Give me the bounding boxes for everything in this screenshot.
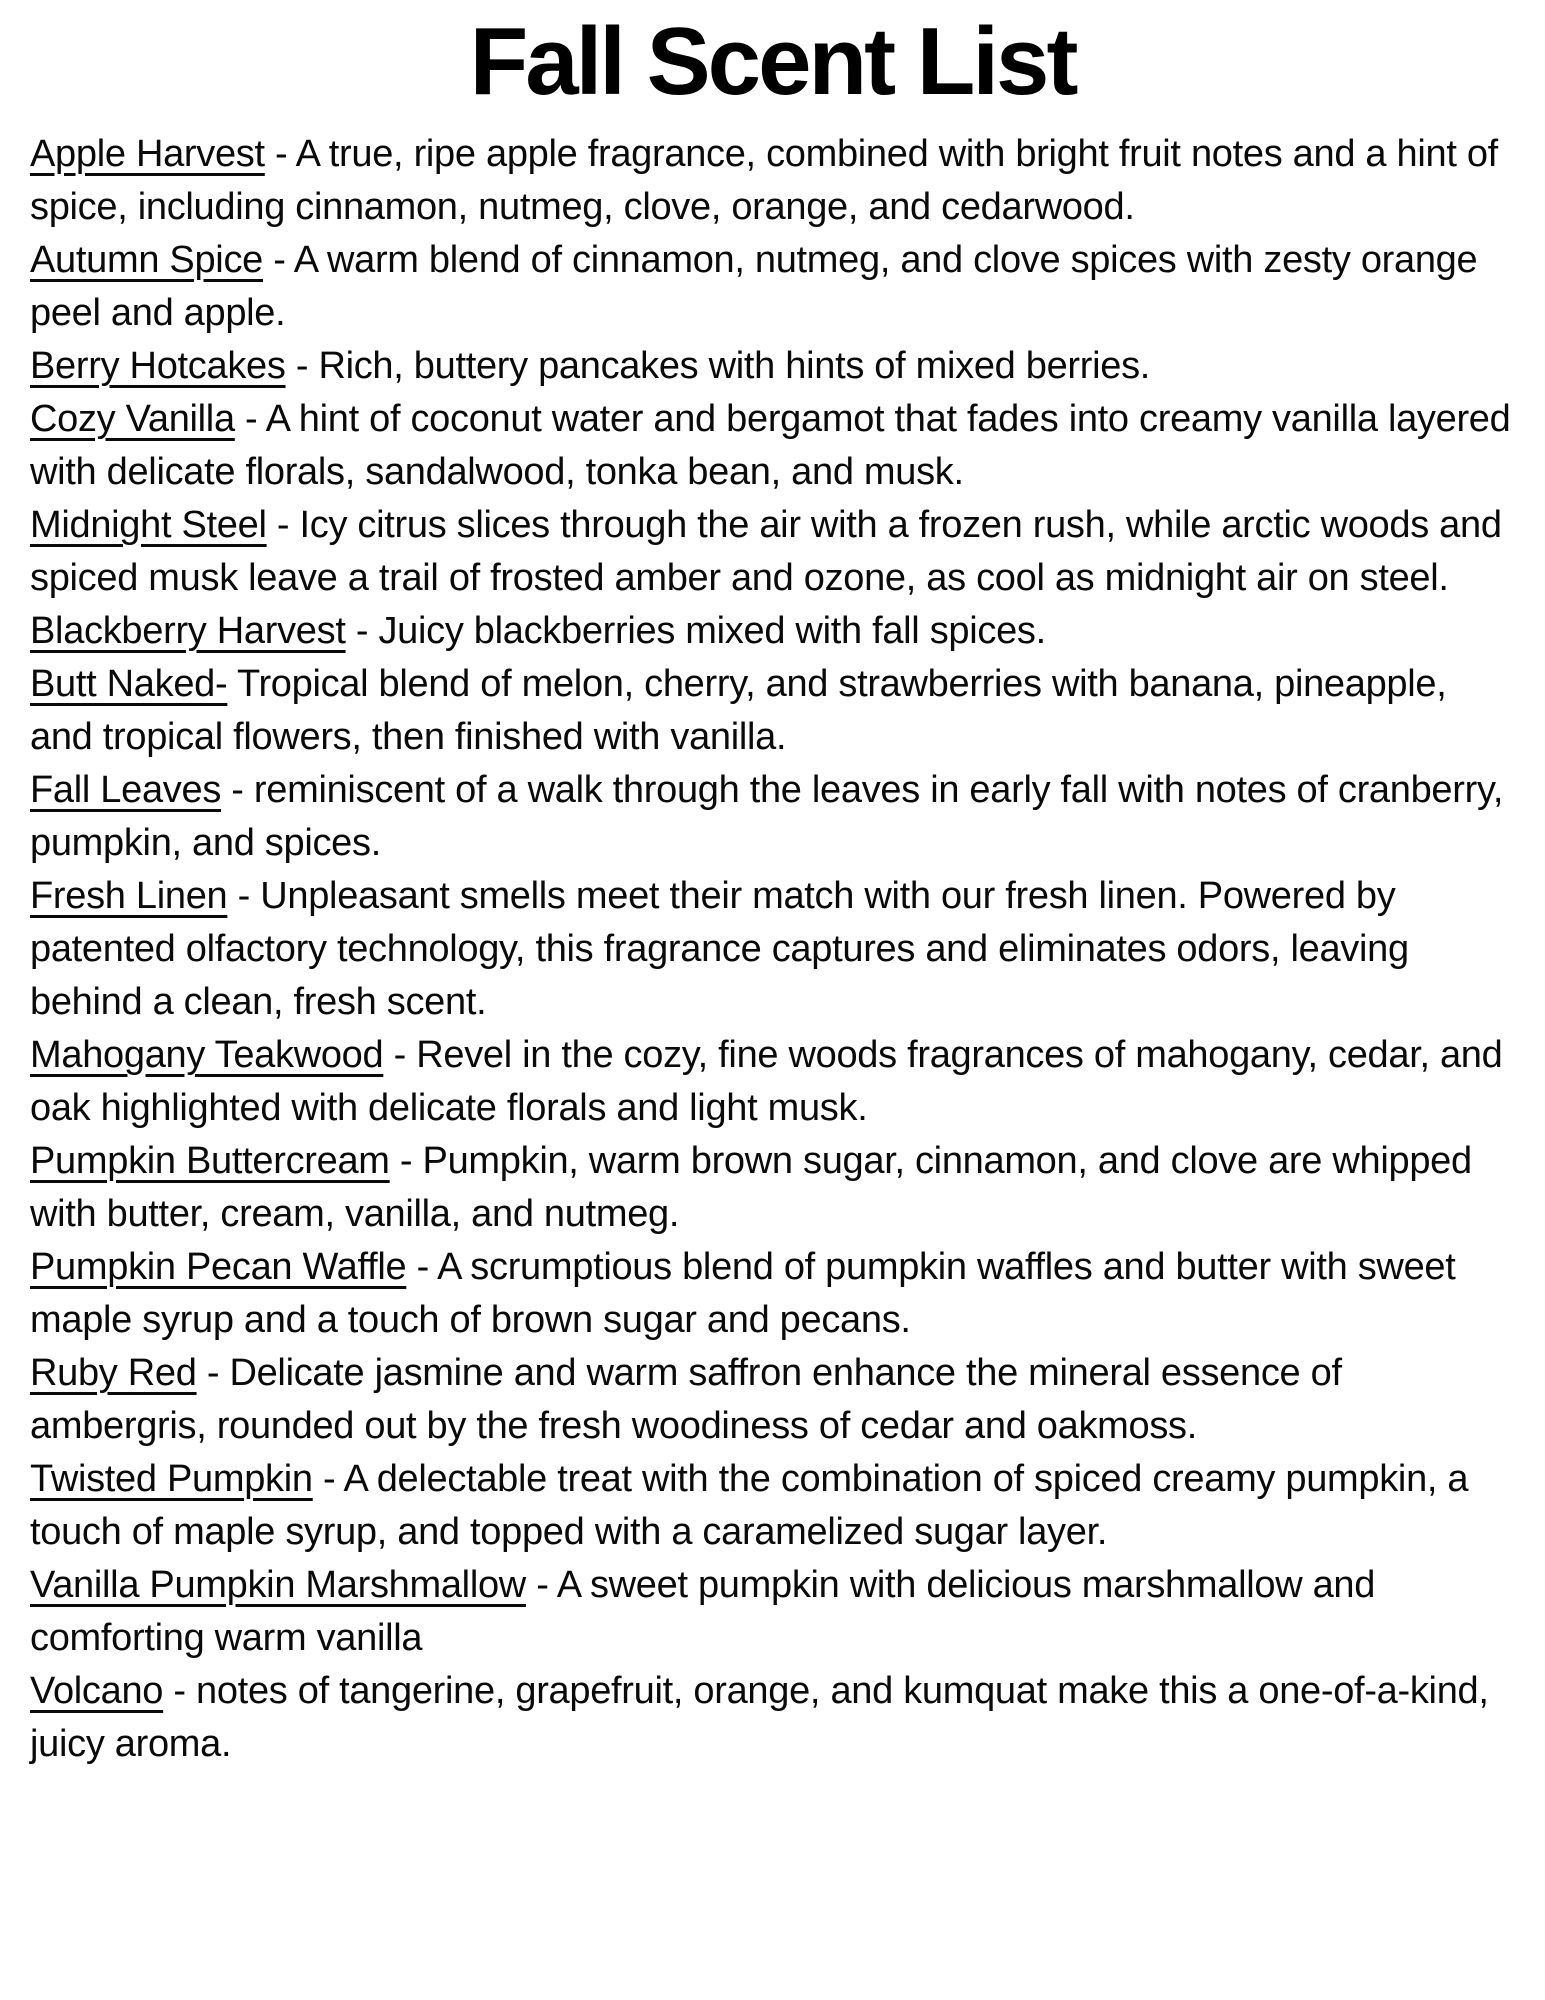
scent-separator: - [345, 610, 379, 652]
scent-description: reminiscent of a walk through the leaves in early fall with notes of cranberry, pumpkin, and spices. [30, 769, 1504, 864]
page-title: Fall Scent List [469, 8, 1076, 115]
scent-name: Vanilla Pumpkin Marshmallow [30, 1564, 526, 1606]
scent-description: notes of tangerine, grapefruit, orange, and kumquat make this a one-of-a-kind, juicy aroma. [30, 1670, 1489, 1765]
scent-name: Butt Naked- [30, 663, 228, 705]
scent-name: Blackberry Harvest [30, 610, 346, 652]
scent-separator [227, 663, 237, 705]
scent-entry-volcano [30, 1665, 1515, 1771]
scent-separator: - [285, 345, 319, 387]
scent-separator: - [389, 1140, 423, 1182]
scent-separator: - [163, 1670, 197, 1712]
scent-separator: - [264, 133, 296, 175]
scent-entry-vanilla-pumpkin-marshmallow [30, 1559, 1515, 1665]
scent-entry-berry-hotcakes [30, 340, 1515, 393]
scent-description: Icy citrus slices through the air with a frozen rush, while arctic woods and spiced musk leave a trail of frosted amber and ozone, as cool as midnight air on steel. [30, 504, 1502, 599]
scent-name: Cozy Vanilla [30, 398, 235, 440]
scent-name: Pumpkin Buttercream [30, 1140, 390, 1182]
scent-description: Delicate jasmine and warm saffron enhance the mineral essence of ambergris, rounded out by the fresh woodiness of cedar and oakmoss. [30, 1352, 1342, 1447]
scent-separator: - [196, 1352, 230, 1394]
scent-description: Juicy blackberries mixed with fall spices. [378, 610, 1046, 652]
scent-name: Volcano [30, 1670, 164, 1712]
scent-entry-autumn-spice [30, 234, 1515, 340]
scent-entry-pumpkin-buttercream [30, 1135, 1515, 1241]
scent-entry-pumpkin-pecan-waffle [30, 1241, 1515, 1347]
scent-description: A delectable treat with the combination of spiced creamy pumpkin, a touch of maple syrup, and topped with a caramelized sugar layer. [30, 1458, 1469, 1553]
scent-entry-midnight-steel [30, 499, 1515, 605]
scent-name: Apple Harvest [30, 133, 265, 175]
scent-list [30, 128, 1515, 1771]
scent-name: Midnight Steel [30, 504, 267, 546]
scent-description: A hint of coconut water and bergamot that fades into creamy vanilla layered with delicate florals, sandalwood, tonka bean, and musk. [30, 398, 1511, 493]
scent-entry-twisted-pumpkin [30, 1453, 1515, 1559]
scent-separator: - [266, 504, 300, 546]
scent-name: Autumn Spice [30, 239, 263, 281]
scent-separator: - [262, 239, 294, 281]
scent-separator: - [227, 875, 261, 917]
scent-description: Revel in the cozy, fine woods fragrances of mahogany, cedar, and oak highlighted with delicate florals and light musk. [30, 1034, 1503, 1129]
scent-description: A warm blend of cinnamon, nutmeg, and clove spices with zesty orange peel and apple. [30, 239, 1478, 334]
scent-separator: - [234, 398, 266, 440]
scent-description: A scrumptious blend of pumpkin waffles and butter with sweet maple syrup and a touch of brown sugar and pecans. [30, 1246, 1456, 1341]
scent-description: A sweet pumpkin with delicious marshmallow and comforting warm vanilla [30, 1564, 1376, 1659]
scent-entry-apple-harvest [30, 128, 1515, 234]
scent-name: Fall Leaves [30, 769, 222, 811]
scent-separator: - [221, 769, 254, 811]
scent-description: Unpleasant smells meet their match with our fresh linen. Powered by patented olfactory technology, this fragrance captures and eliminates odors, leaving behind a clean, fresh scent. [30, 875, 1409, 1023]
scent-name: Ruby Red [30, 1352, 197, 1394]
scent-name: Mahogany Teakwood [30, 1034, 384, 1076]
scent-name: Fresh Linen [30, 875, 228, 917]
scent-separator: - [383, 1034, 417, 1076]
scent-separator: - [312, 1458, 344, 1500]
scent-separator: - [406, 1246, 438, 1288]
scent-name: Pumpkin Pecan Waffle [30, 1246, 407, 1288]
scent-entry-fall-leaves [30, 764, 1515, 870]
scent-entry-butt-naked [30, 658, 1515, 764]
scent-name: Berry Hotcakes [30, 345, 286, 387]
scent-description: Pumpkin, warm brown sugar, cinnamon, and clove are whipped with butter, cream, vanilla, and nutmeg. [30, 1140, 1472, 1235]
scent-description: A true, ripe apple fragrance, combined with bright fruit notes and a hint of spice, including cinnamon, nutmeg, clove, orange, and cedarwood. [30, 133, 1498, 228]
scent-entry-fresh-linen [30, 870, 1515, 1029]
scent-entry-mahogany-teakwood [30, 1029, 1515, 1135]
scent-description: Rich, buttery pancakes with hints of mixed berries. [318, 345, 1151, 387]
scent-entry-blackberry-harvest [30, 605, 1515, 658]
scent-name: Twisted Pumpkin [30, 1458, 313, 1500]
scent-separator: - [525, 1564, 557, 1606]
scent-entry-cozy-vanilla [30, 393, 1515, 499]
scent-entry-ruby-red [30, 1347, 1515, 1453]
scent-description: Tropical blend of melon, cherry, and strawberries with banana, pineapple, and tropical flowers, then finished with vanilla. [30, 663, 1447, 758]
